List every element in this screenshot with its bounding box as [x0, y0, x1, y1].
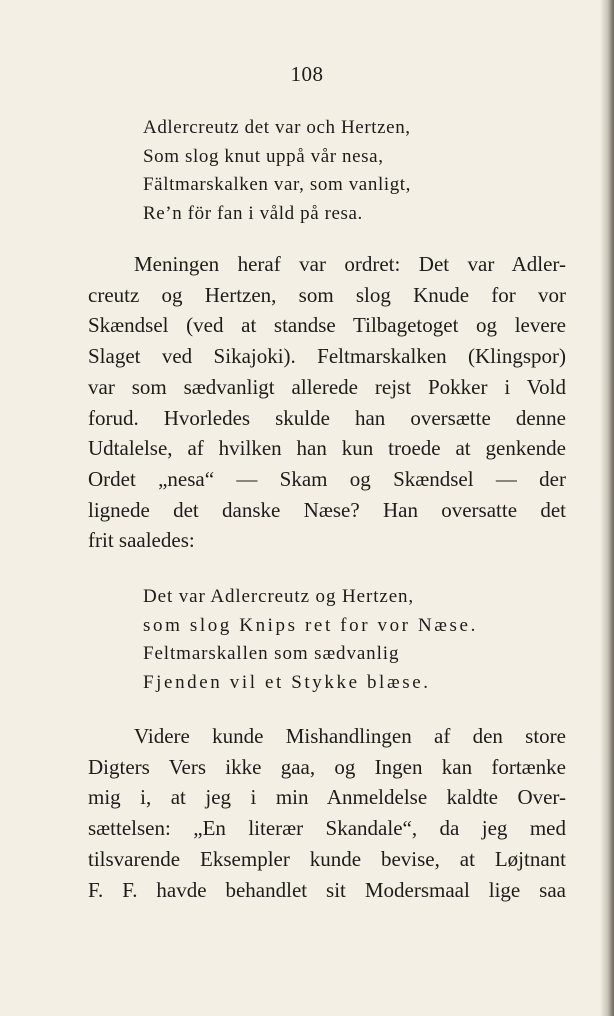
- body-paragraph-2: [88, 721, 566, 905]
- body-paragraph-1: [88, 249, 566, 556]
- paragraph-line: Ordet „nesa“ — Skam og Skændsel — der: [88, 466, 566, 491]
- verse-line: Det var Adlercreutz og Hertzen,: [143, 586, 415, 607]
- page-number: 108: [290, 62, 324, 86]
- paragraph-line: Meningen heraf var ordret: Det var Adler-: [134, 252, 566, 276]
- verse-line: Adlercreutz det var och Hertzen,: [143, 117, 411, 138]
- paragraph-line: sættelsen: „En literær Skandale“, da jeg med: [88, 816, 566, 841]
- paragraph-line: tilsvarende Eksempler kunde bevise, at Løjtnant: [88, 846, 566, 871]
- paragraph-line: Digters Vers ikke gaa, og Ingen kan fortænke: [88, 754, 566, 779]
- swedish-verse: [143, 114, 411, 228]
- verse-line: Feltmarskallen som sædvanlig: [143, 643, 400, 664]
- paragraph-line: forud. Hvorledes skulde han oversætte denne: [88, 405, 566, 430]
- verse-line: Fältmarskalken var, som vanligt,: [143, 174, 412, 195]
- paragraph-line: Slaget ved Sikajoki). Feltmarskalken (Klingspor): [88, 344, 566, 369]
- paragraph-line: Videre kunde Mishandlingen af den store: [134, 724, 566, 748]
- paragraph-line: Udtalelse, af hvilken han kun troede at genkende: [88, 436, 566, 461]
- verse-line: som slog Knips ret for vor Næse.: [143, 614, 478, 636]
- paragraph-line: frit saaledes:: [88, 528, 195, 553]
- paragraph-line: mig i, at jeg i min Anmeldelse kaldte Over-: [88, 785, 566, 810]
- paragraph-line: lignede det danske Næse? Han oversatte det: [88, 497, 566, 522]
- verse-line: Re’n för fan i våld på resa.: [143, 202, 363, 224]
- verse-line: Fjenden vil et Stykke blæse.: [143, 671, 431, 693]
- danish-verse: [143, 583, 478, 697]
- paragraph-line: creutz og Hertzen, som slog Knude for vor: [88, 282, 566, 307]
- page-edge-shadow: [600, 0, 614, 1016]
- paragraph-line: F. F. havde behandlet sit Modersmaal lige saa: [88, 877, 566, 902]
- verse-line: Som slog knut uppå vår nesa,: [143, 145, 384, 167]
- paragraph-line: Skændsel (ved at standse Tilbagetoget og levere: [88, 313, 566, 338]
- paragraph-line: var som sædvanligt allerede rejst Pokker i Vold: [88, 374, 566, 399]
